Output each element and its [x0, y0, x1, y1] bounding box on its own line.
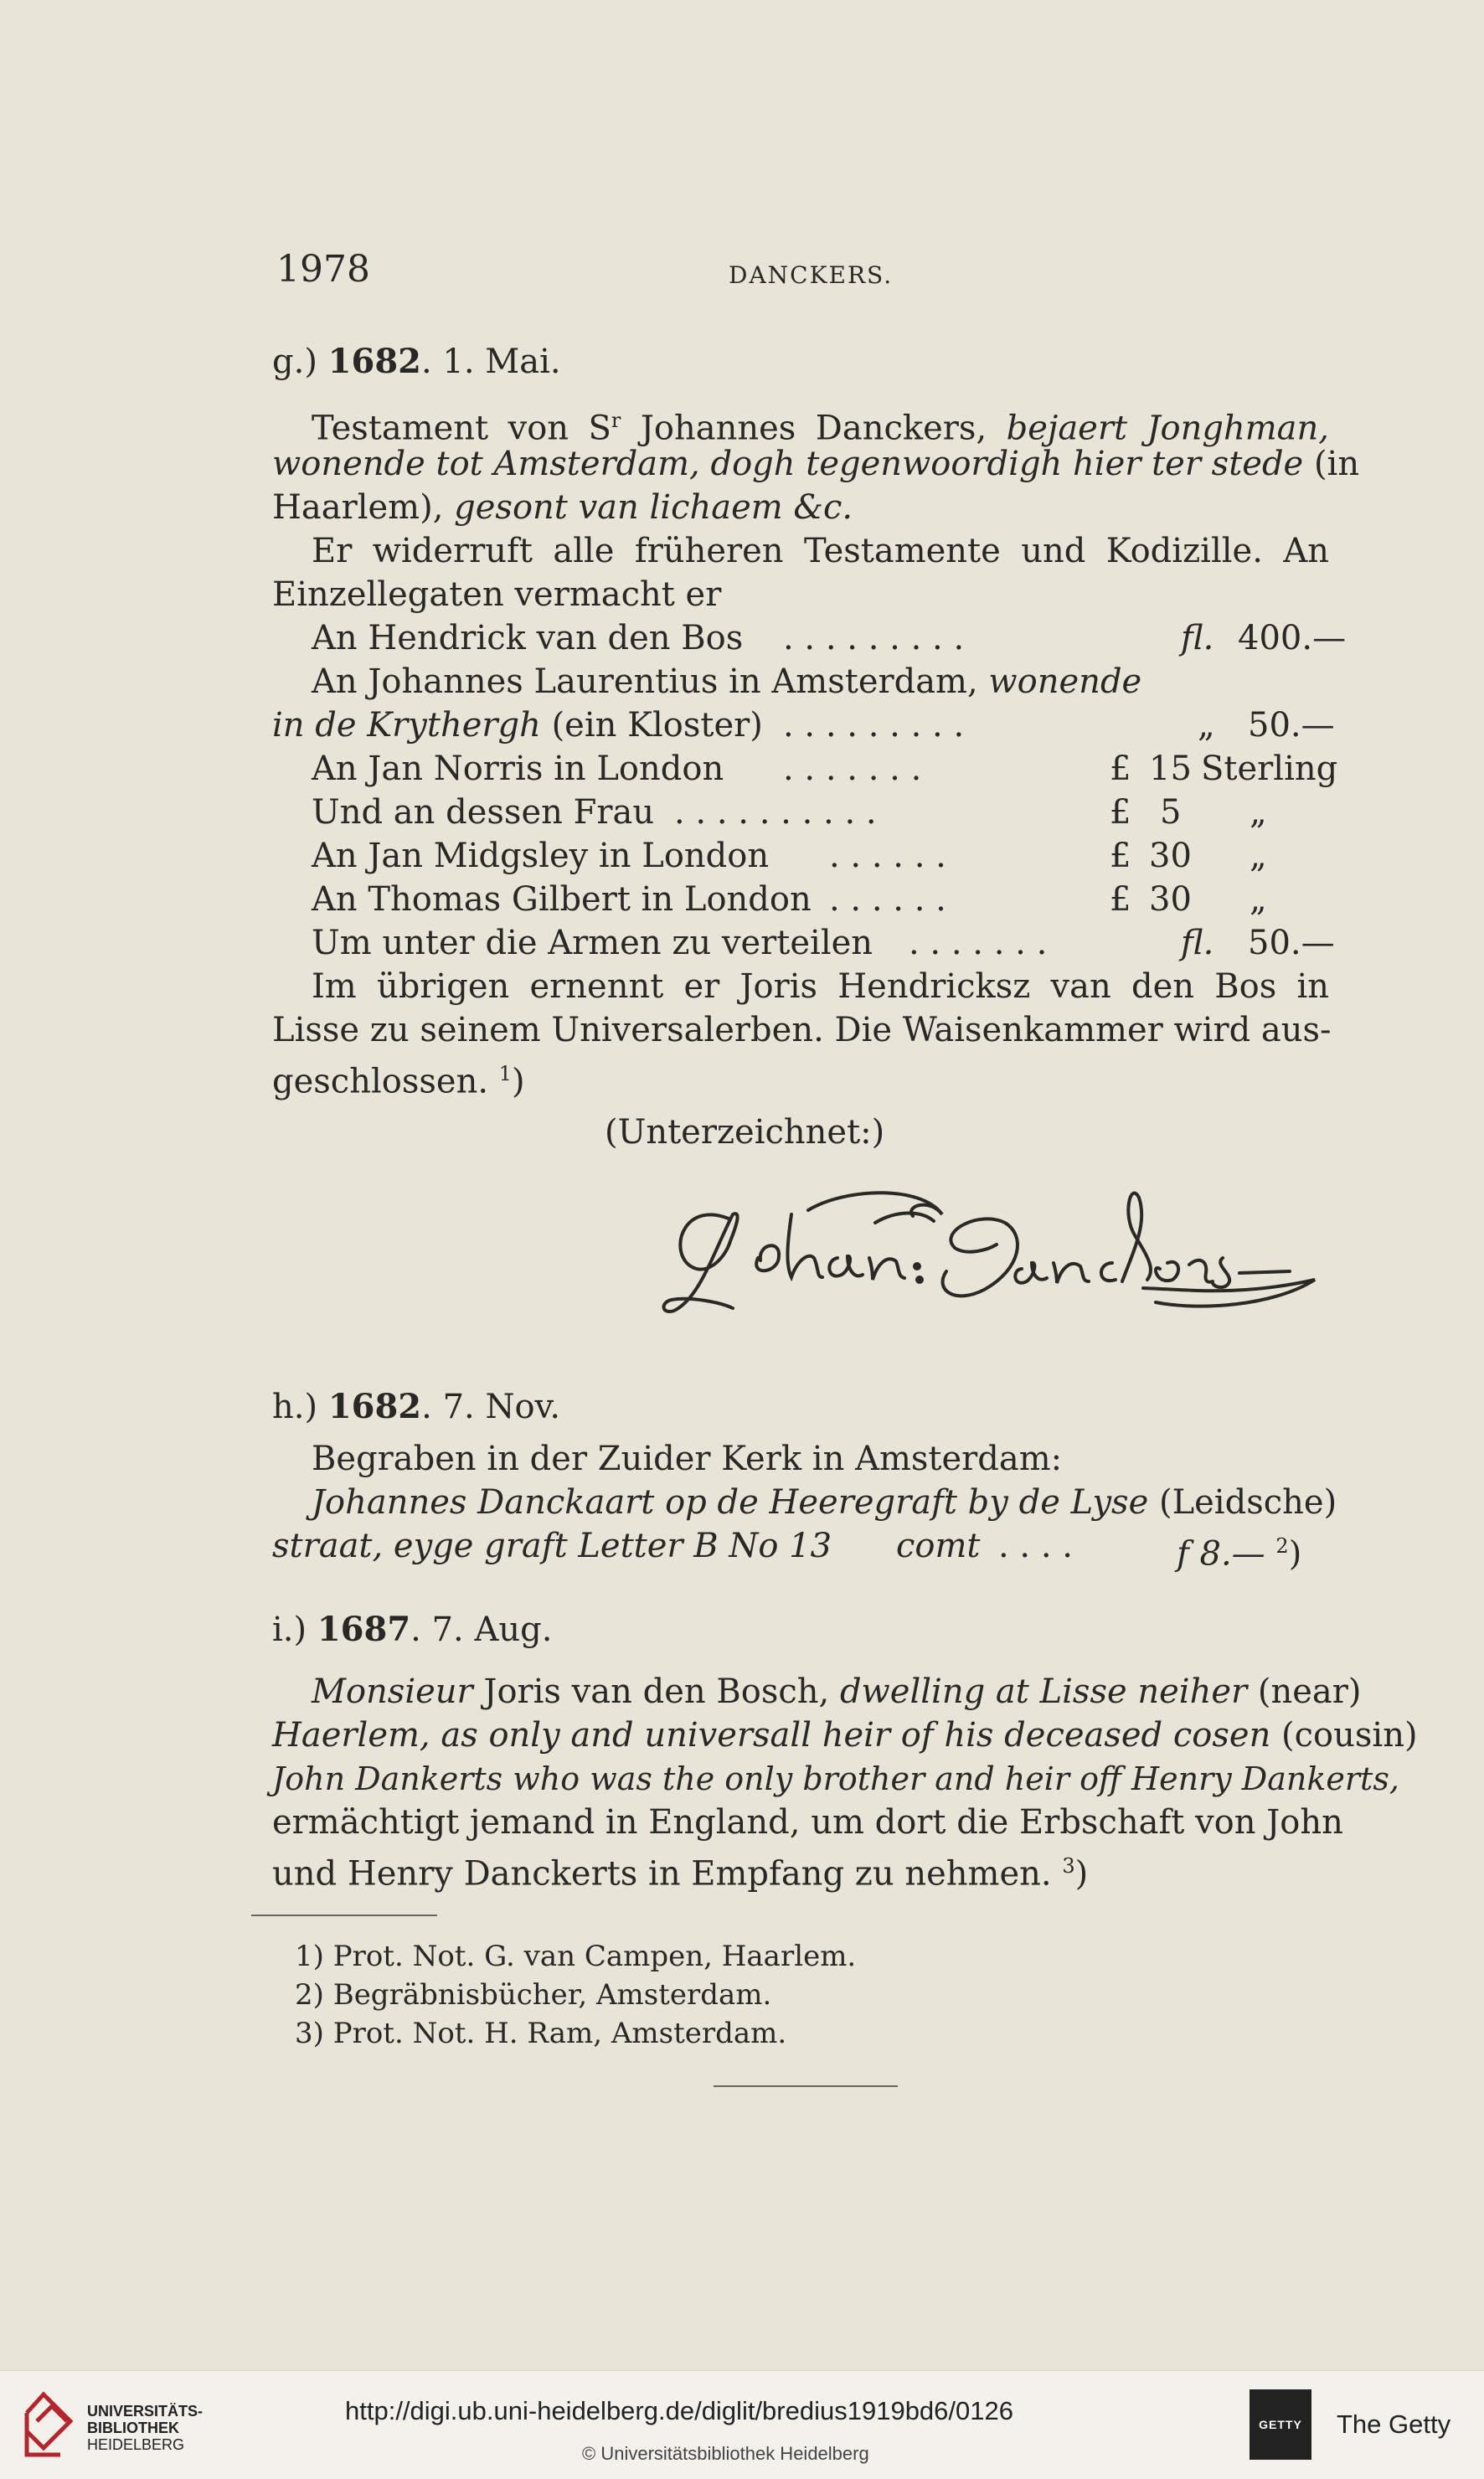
legacy-dots: . . . . . . .: [909, 924, 1048, 962]
entry-h-amount: f 8.— $^2$): [1177, 1534, 1302, 1574]
entry-g-line-1: Testament von $S^r$ Johannes Danckers, bejaert Jonghman,: [312, 409, 1330, 448]
legacy-dots: . . . . . . . . .: [783, 706, 965, 745]
legacy-unit: „: [1250, 837, 1267, 875]
legacy-currency: fl.: [1181, 619, 1214, 657]
legacy-currency: £: [1110, 880, 1131, 919]
source-url[interactable]: http://digi.ub.uni-heidelberg.de/diglit/bredius1919bd6/0126: [345, 2396, 1013, 2425]
end-rule: [714, 2085, 898, 2087]
legacy-row: An Jan Norris in London: [312, 750, 724, 788]
legacy-currency: „: [1198, 706, 1215, 745]
entry-g-p3-line-1: Im übrigen ernennt er Joris Hendricksz van den Bos in: [312, 967, 1329, 1006]
signed-note: (Unterzeichnet:): [605, 1113, 885, 1152]
legacy-unit: „: [1250, 880, 1267, 919]
university-library-logo-icon: [18, 2388, 80, 2460]
getty-logo-icon: GETTY: [1250, 2389, 1311, 2460]
getty-label: The Getty: [1337, 2409, 1451, 2439]
legacy-amount: 50.—: [1248, 924, 1335, 962]
legacy-currency: £: [1110, 837, 1131, 875]
page-number: 1978: [276, 248, 370, 291]
legacy-dots: . . . . . .: [829, 837, 946, 875]
entry-i-line-5: und Henry Danckerts in Empfang zu nehmen. $^3$): [272, 1854, 1089, 1894]
library-name: UNIVERSITÄTS- BIBLIOTHEK HEIDELBERG: [87, 2403, 204, 2453]
legacy-row: An Johannes Laurentius in Amsterdam, wonende: [312, 662, 1142, 701]
entry-h-dots: . . . .: [998, 1527, 1074, 1565]
legacy-amount: 30: [1149, 837, 1192, 875]
legacy-row: in de Krythergh (ein Kloster): [272, 706, 763, 745]
entry-h-line-2: Johannes Danckaart op de Heeregraft by de Lyse (Leidsche): [312, 1483, 1337, 1522]
legacy-row: Um unter die Armen zu verteilen: [312, 924, 873, 962]
legacy-unit: „: [1250, 793, 1267, 832]
legacy-dots: . . . . . . . . . .: [674, 793, 877, 832]
legacy-amount: 400.—: [1238, 619, 1347, 657]
legacy-amount: 30: [1149, 880, 1192, 919]
legacy-row: An Thomas Gilbert in London: [312, 880, 812, 919]
legacy-amount: 15: [1149, 750, 1192, 788]
entry-h-heading: h.) 1682. 7. Nov.: [272, 1387, 561, 1426]
footer-bar: [0, 2370, 1484, 2479]
legacy-dots: . . . . . . .: [783, 750, 922, 788]
entry-i-line-4: ermächtigt jemand in England, um dort die Erbschaft von John: [272, 1803, 1343, 1842]
entry-h-line-1: Begraben in der Zuider Kerk in Amsterdam:: [312, 1440, 1063, 1478]
legacy-row: An Jan Midgsley in London: [312, 837, 770, 875]
entry-g-heading: [272, 340, 561, 384]
entry-label: g.): [272, 343, 317, 381]
entry-i-line-3: John Dankerts who was the only brother and heir off Henry Dankerts,: [272, 1760, 1399, 1797]
entry-i-heading: i.) 1687. 7. Aug.: [272, 1610, 553, 1649]
legacy-currency: fl.: [1181, 924, 1214, 962]
legacy-amount: 5: [1160, 793, 1182, 832]
legacy-currency: £: [1110, 750, 1131, 788]
legacy-amount: 50.—: [1248, 706, 1335, 745]
entry-g-p3-line-2: Lisse zu seinem Universalerben. Die Waisenkammer wird aus-: [272, 1011, 1332, 1049]
entry-date: . 1. Mai.: [420, 343, 561, 381]
legacy-dots: . . . . . . . . .: [783, 619, 965, 657]
footnote-1: 1) Prot. Not. G. van Campen, Haarlem.: [295, 1940, 857, 1973]
copyright-notice: © Universitätsbibliothek Heidelberg: [582, 2443, 869, 2464]
legacy-row: Und an dessen Frau: [312, 793, 655, 832]
running-title: DANCKERS.: [729, 261, 894, 289]
footnote-3: 3) Prot. Not. H. Ram, Amsterdam.: [295, 2017, 787, 2050]
entry-h-comt: comt: [896, 1527, 981, 1565]
entry-i-line-2: Haerlem, as only and universall heir of his deceased cosen (cousin): [272, 1716, 1418, 1755]
legacy-row: An Hendrick van den Bos: [312, 619, 744, 657]
entry-g-line-2: wonende tot Amsterdam, dogh tegenwoordigh hier ter stede (in: [272, 445, 1360, 483]
entry-h-line-3: straat, eyge graft Letter B No 13: [272, 1527, 832, 1565]
legacy-currency: £: [1110, 793, 1131, 832]
legacy-dots: . . . . . .: [829, 880, 946, 919]
footnote-rule: [251, 1915, 437, 1916]
entry-year: 1682: [327, 342, 421, 381]
signature: [653, 1164, 1340, 1332]
entry-i-line-1: Monsieur Joris van den Bosch, dwelling at Lisse neiher (near): [312, 1672, 1362, 1711]
entry-g-p2-line-2: Einzellegaten vermacht er: [272, 575, 722, 614]
entry-g-line-3: Haarlem), gesont van lichaem &c.: [272, 488, 853, 527]
entry-g-p2-line-1: Er widerruft alle früheren Testamente und Kodizille. An: [312, 532, 1329, 570]
entry-g-p3-line-3: geschlossen. $^1$): [272, 1062, 525, 1101]
legacy-unit: Sterling: [1201, 750, 1338, 788]
footnote-2: 2) Begräbnisbücher, Amsterdam.: [295, 1978, 772, 2012]
